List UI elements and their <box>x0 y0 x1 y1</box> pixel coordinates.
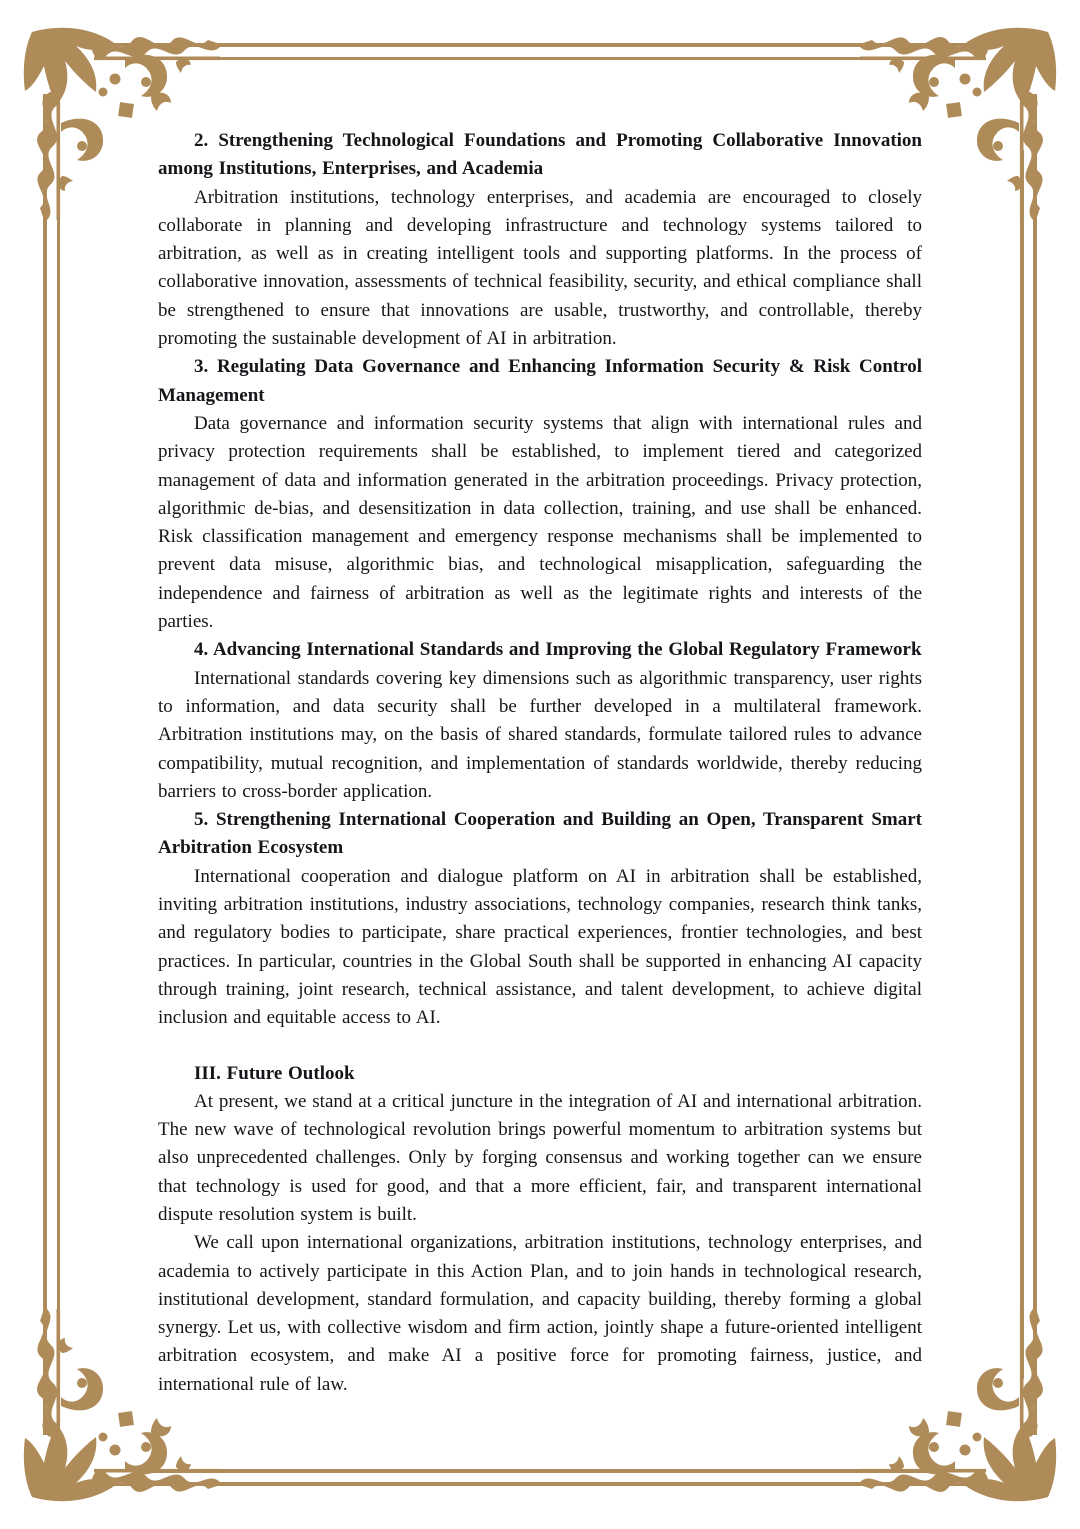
section-5-paragraph: International cooperation and dialogue platform on AI in arbitration shall be established, inviting arbitration institutions, industry associations, technology companies, research think tanks, and regulatory bodies to participate, share practical experiences, frontier technologies, and best practices. In particular, countries in the Global South shall be supported in enhancing AI capacity through training, joint research, technical assistance, and talent development, to achieve digital inclusion and equitable access to AI. <box>158 865 922 1029</box>
future-outlook-paragraph-2: We call upon international organizations, arbitration institutions, technology enterprises, and academia to actively participate in this Action Plan, and to join hands in technological research, institutional development, standard formulation, and capacity building, thereby forming a global synergy. Let us, with collective wisdom and firm action, jointly shape a future-oriented intelligent arbitration ecosystem, and make AI a positive force for promoting fairness, justice, and international rule of law. <box>158 1232 922 1395</box>
frame-left-outer-line <box>43 150 47 1379</box>
frame-right-inner-line <box>1020 150 1024 1379</box>
future-outlook-heading: III. Future Outlook <box>194 1062 355 1084</box>
frame-left-inner-line <box>57 150 61 1379</box>
frame-top-inner-line <box>150 57 930 61</box>
section-4-paragraph: International standards covering key dimensions such as algorithmic transparency, user rights to information, and data security shall be further developed in a multilateral framework. Arbitration institutions may, on the basis of shared standards, formulate tailored rules to advance compatibility, mutual recognition, and implementation of standards worldwide, thereby reducing barriers to cross-border application. <box>158 667 922 802</box>
section-2-paragraph: Arbitration institutions, technology enterprises, and academia are encouraged to closely collaborate in planning and developing infrastructure and technology systems tailored to arbitration, as well as in creating intelligent tools and supporting platforms. In the process of collaborative innovation, assessments of technical feasibility, security, and ethical compliance shall be strengthened to ensure that innovations are usable, trustworthy, and controllable, thereby promoting the sustainable development of AI in arbitration. <box>158 186 922 350</box>
section-heading-5: 5. Strengthening International Cooperation and Building an Open, Transparent Smart Arbitration Ecosystem <box>158 809 922 859</box>
section-heading-3: 3. Regulating Data Governance and Enhancing Information Security & Risk Control Management <box>158 356 922 406</box>
section-heading-4: 4. Advancing International Standards and Improving the Global Regulatory Framework <box>194 639 922 661</box>
frame-top-outer-line <box>150 43 930 47</box>
document-body <box>158 127 922 1399</box>
frame-right-outer-line <box>1033 150 1037 1379</box>
frame-bottom-outer-line <box>150 1482 930 1486</box>
frame-bottom-inner-line <box>150 1469 930 1473</box>
section-heading-2: 2. Strengthening Technological Foundations and Promoting Collaborative Innovation among Institutions, Enterprises, and Academia <box>158 130 922 180</box>
future-outlook-paragraph-1: At present, we stand at a critical juncture in the integration of AI and international arbitration. The new wave of technological revolution brings powerful momentum to arbitration systems but also unprecedented challenges. Only by forging consensus and working together can we ensure that technology is used for good, and that a more efficient, fair, and transparent international dispute resolution system is built. <box>158 1090 922 1225</box>
section-3-paragraph: Data governance and information security systems that align with international rules and privacy protection requirements shall be established, to implement tiered and categorized management of data and information generated in the arbitration proceedings. Privacy protection, algorithmic de-bias, and desensitization in data collection, training, and use shall be enhanced. Risk classification management and emergency response mechanisms shall be implemented to prevent data misuse, algorithmic bias, and technological misapplication, safeguarding the independence and fairness of arbitration as well as the legitimate rights and interests of the parties. <box>158 412 922 633</box>
